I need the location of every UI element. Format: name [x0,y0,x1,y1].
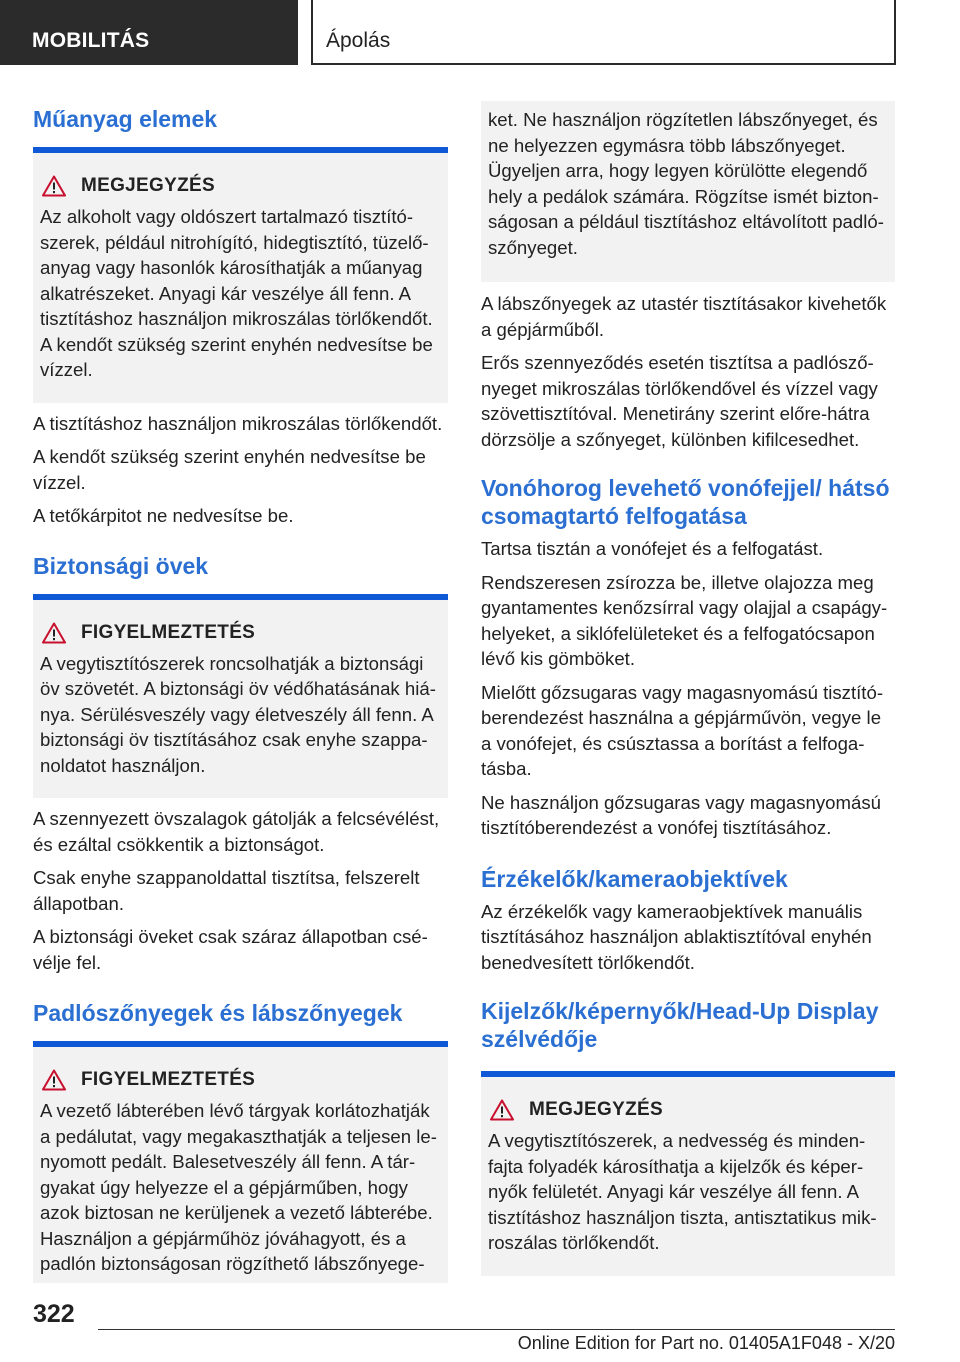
note-text: A vezető lábterében lévő tárgyak korlátozhatják a pedálutat, vagy megakaszthatják a teljesen le-nyomott pedált. Balesetveszély áll fenn. A tár-gyakat úgy helyezze el a gépjárműben, hogy azok biztosan ne kerüljenek a vezető lábterébe. Használjon a gépjárműhöz jóváhagyott, és a padlón biztonságosan rögzíthető lábszőnyege- [40,1100,437,1274]
heading-floor-mats: Padlószőnyegek és lábszőnyegek [33,1000,403,1026]
warning-triangle-icon [490,1099,514,1121]
left-column [33,100,448,1283]
heading-towbar: Vonóhorog levehető vonófejjel/ hátsó csomagtartó felfogatása [481,475,890,529]
heading-plastic: Műanyag elemek [33,106,218,132]
note-box-plastic [33,153,448,403]
note-text: ket. Ne használjon rögzítetlen lábszőnyeget, és ne helyezzen egymásra több lábszőnyeget. Ügyeljen arra, hogy legyen körülötte elegendő hely a pedálok számára. Rögzítse ismét bizton-ságosan a például tisztításhoz eltávolított padló-szőnyeget. [488,109,884,258]
note-label: FIGYELMEZTETÉS [81,621,256,643]
header-chapter-box [311,0,896,65]
paragraph: A lábszőnyegek az utastér tisztításakor kivehetők a gépjárműből. [481,293,887,340]
paragraph: A biztonsági öveket csak száraz állapotban csé-vélje fel. [33,926,428,973]
note-box-seat-belts [33,600,448,799]
paragraph: A tetőkárpitot ne nedvesítse be. [33,505,294,526]
note-title [40,620,440,646]
paragraph: Mielőtt gőzsugaras vagy magasnyomású tisztító-berendezést használna a gépjárművön, vegye le a vonófejet, és csúsztassa a borítást a felfoga-tásba. [481,681,884,779]
paragraph: Ne használjon gőzsugaras vagy magasnyomású tisztítóberendezést a vonófej tisztításához. [481,791,881,838]
note-label: MEGJEGYZÉS [81,175,215,196]
page-number: 322 [33,1300,75,1328]
note-title [40,173,440,199]
note-title [488,1097,887,1123]
note-text: A vegytisztítószerek, a nedvesség és minden-fajta folyadék károsíthatja a kijelzők és képer-nyők felületét. Anyagi kár veszélye áll fenn. A tisztításhoz használjon tiszta, antisztatikus mik-roszálas törlőkendőt. [488,1130,877,1253]
heading-displays: Kijelzők/képernyők/Head-Up Display szélvédője [481,998,879,1052]
paragraph: Erős szennyeződés esetén tisztítsa a padlósző-nyeget mikroszálas törlőkendővel és vízzel vagy szövettisztítóval. Menetirány szerint előre-hátra dörzsölje a szőnyeget, különben kifilcesedhet. [481,352,878,450]
header-chapter-label: Ápolás [326,29,391,52]
header-section-label: MOBILITÁS [32,29,150,52]
footer-edition: Online Edition for Part no. 01405A1F048 - X/20 [517,1333,895,1353]
paragraph: Tartsa tisztán a vonófejet és a felfogatást. [481,538,824,559]
paragraph: Rendszeresen zsírozza be, illetve olajozza meg gyantamentes kenőzsírral vagy olajjal a csapágy-helyeket, a siklófelületeket és a felfogatócsapon lévő kis gömböket. [481,571,888,669]
paragraph: Az érzékelők vagy kameraobjektívek manuális tisztításához használjon ablaktisztítóval enyhén benedvesített törlőkendőt. [481,900,872,973]
footer-rule [98,1329,895,1330]
note-text: Az alkoholt vagy oldószert tartalmazó tisztító-szerek, például nitrohígító, hidegtisztító, tüzelő-anyag vagy hasonlók károsíthatják a műanyag alkatrészeket. Anyagi kár veszélye áll fenn. A tisztításhoz használjon mikroszálas törlőkendőt. A kendőt szükség szerint enyhén nedvesítse be vízzel. [40,206,433,380]
note-label: MEGJEGYZÉS [529,1099,663,1120]
heading-seat-belts: Biztonsági övek [33,552,209,579]
right-column [481,101,895,1276]
note-box-floor-mats [33,1047,448,1283]
warning-triangle-icon [42,1069,66,1091]
note-label: FIGYELMEZTETÉS [81,1069,256,1090]
paragraph: A tisztításhoz használjon mikroszálas törlőkendőt. [33,412,443,434]
note-title [40,1067,440,1093]
heading-sensors: Érzékelők/kameraobjektívek [481,865,788,892]
paragraph: Csak enyhe szappanoldattal tisztítsa, felszerelt állapotban. [33,867,420,914]
paragraph: A szennyezett övszalagok gátolják a felcsévélést, és ezáltal csökkentik a biztonságot. [33,808,440,855]
paragraph: A kendőt szükség szerint enyhén nedvesítse be vízzel. [33,446,426,493]
warning-triangle-icon [42,622,66,644]
warning-triangle-icon [42,175,66,197]
note-box-displays [481,1077,895,1276]
note-box-floor-mats-continued [481,101,895,282]
header-section-tab [0,0,298,65]
note-text: A vegytisztítószerek roncsolhatják a biztonsági öv szövetét. A biztonsági öv védőhatásának hiá-nya. Sérülésveszély vagy életveszély áll fenn. A biztonsági öv tisztításához csak enyhe szappa-noldatot használjon. [40,652,436,776]
